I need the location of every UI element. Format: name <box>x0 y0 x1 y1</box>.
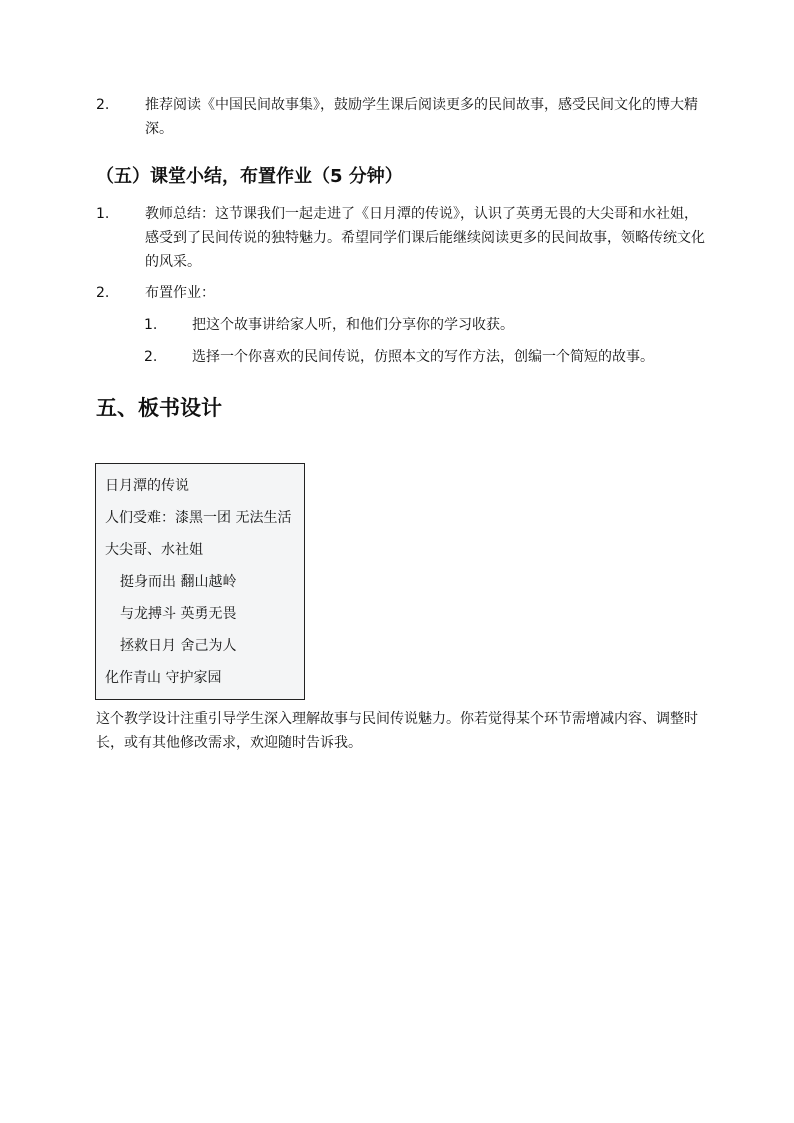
sublist-item-write-story <box>144 345 704 369</box>
board-design-box <box>95 463 305 700</box>
sublist-text: 把这个故事讲给家人听，和他们分享你的学习收获。 <box>192 317 514 333</box>
board-line-title: 日月潭的传说 <box>105 478 189 494</box>
list-number: 2. <box>96 97 110 113</box>
section-heading-summary: （五）课堂小结，布置作业（5 分钟） <box>96 166 403 187</box>
sublist-text: 选择一个你喜欢的民间传说，仿照本文的写作方法，创编一个简短的故事。 <box>192 349 654 365</box>
list-text: 教师总结：这节课我们一起走进了《日月潭的传说》，认识了英勇无畏的大尖哥和水社姐，感受到了民间传说的独特魅力。希望同学们课后能继续阅读更多的民间故事，领略传统文化的风采。 <box>145 206 705 270</box>
list-number: 1. <box>96 206 110 222</box>
closing-note: 这个教学设计注重引导学生深入理解故事与民间传说魅力。你若觉得某个环节需增减内容、调整时长，或有其他修改需求，欢迎随时告诉我。 <box>96 711 698 751</box>
sublist-number: 1. <box>144 317 158 333</box>
list-item-homework <box>96 281 706 305</box>
list-text: 推荐阅读《中国民间故事集》，鼓励学生课后阅读更多的民间故事，感受民间文化的博大精深。 <box>145 97 698 137</box>
board-line-suffering: 人们受难：漆黑一团 无法生活 <box>105 510 292 526</box>
board-line-mountains: 化作青山 守护家园 <box>105 670 222 686</box>
sublist-item-tell-family <box>144 313 704 337</box>
list-item-teacher-summary <box>96 202 706 274</box>
section-heading-board-design: 五、板书设计 <box>96 396 222 420</box>
board-line-fight-dragon: 与龙搏斗 英勇无畏 <box>120 606 237 622</box>
board-line-heroes: 大尖哥、水社姐 <box>105 542 203 558</box>
board-line-step-forward: 挺身而出 翻山越岭 <box>120 574 237 590</box>
board-line-rescue: 拯救日月 舍己为人 <box>120 638 237 654</box>
sublist-number: 2. <box>144 349 158 365</box>
list-text: 布置作业： <box>145 285 215 301</box>
list-number: 2. <box>96 285 110 301</box>
list-item-recommend-reading <box>96 93 706 141</box>
